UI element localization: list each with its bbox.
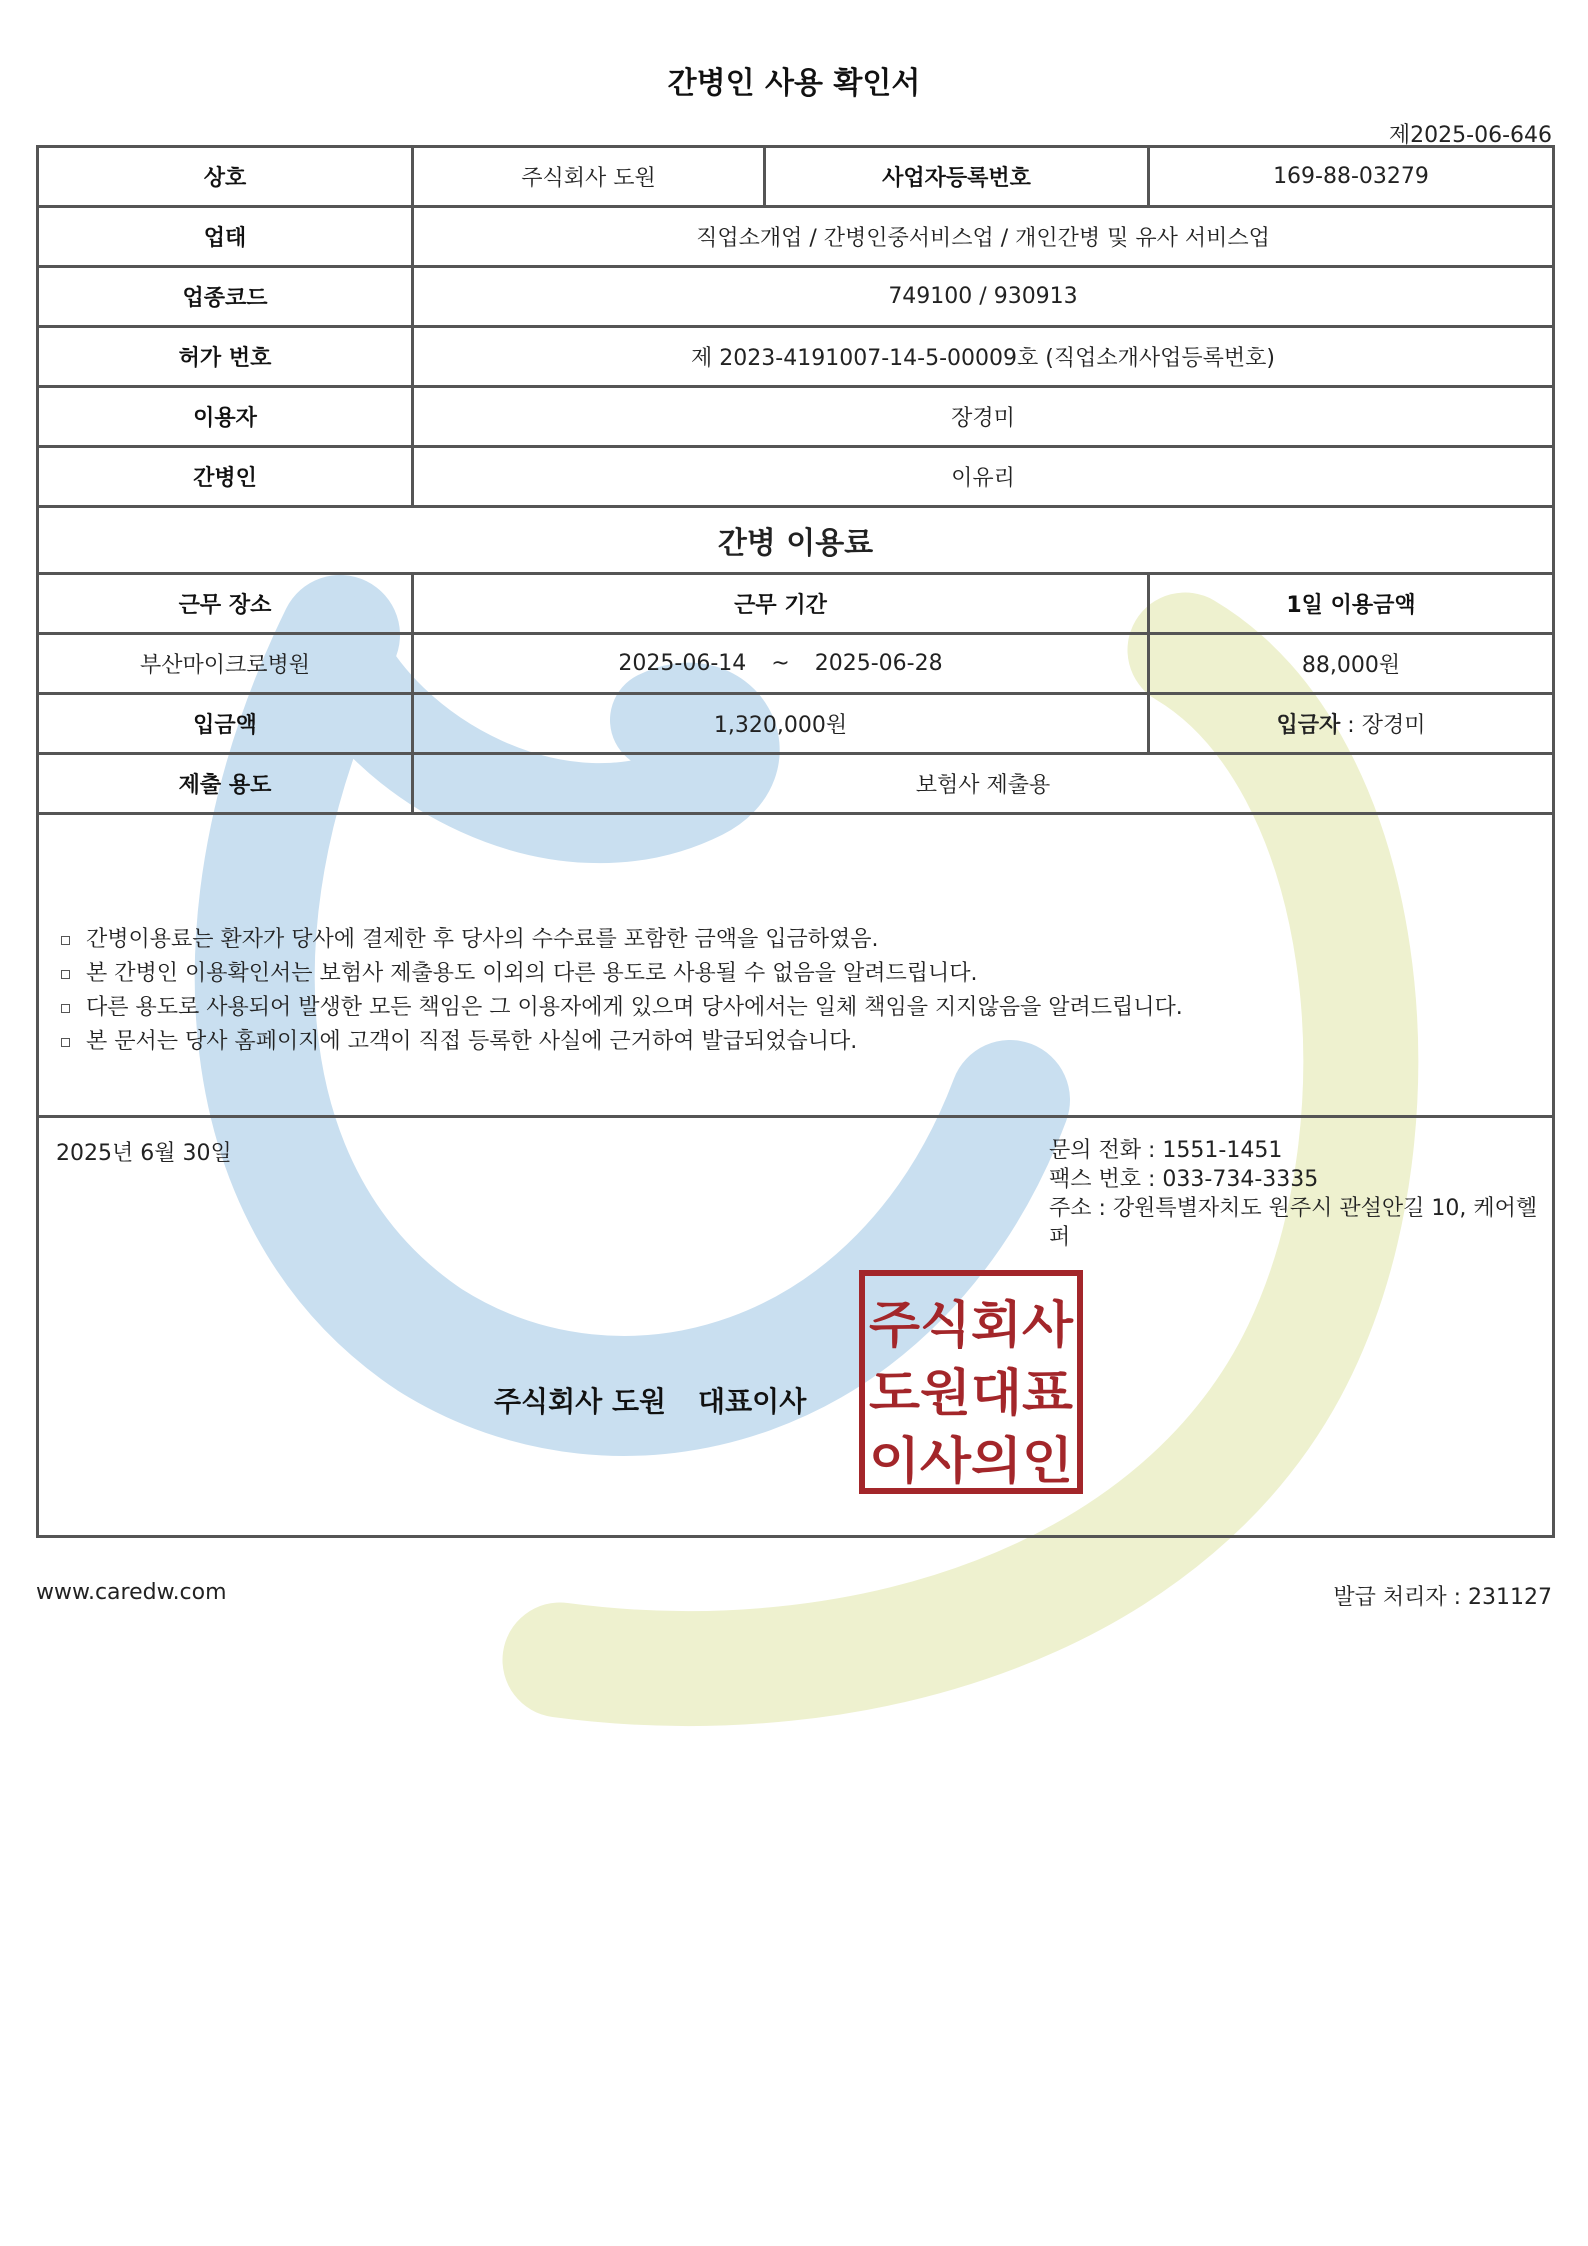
square-bullet-icon (61, 936, 70, 945)
note-text: 간병이용료는 환자가 당사에 결제한 후 당사의 수수료를 포함한 금액을 입금하였음. (86, 927, 879, 952)
fee-section-title: 간병 이용료 (38, 507, 1554, 574)
depositor-separator: : (1340, 713, 1362, 738)
daily-value: 88,000원 (1149, 634, 1554, 694)
period-value (413, 634, 1149, 694)
row-purpose (38, 754, 1554, 814)
depositor-label: 입금자 (1276, 713, 1341, 738)
row-user (38, 387, 1554, 447)
note-text: 다른 용도로 사용되어 발생한 모든 책임은 그 이용자에게 있으며 당사에서는 일체 책임을 지지않음을 알려드립니다. (86, 995, 1183, 1020)
notes-list (61, 923, 1552, 1059)
notes-cell (38, 814, 1554, 1117)
document-number: 제2025-06-646 (1388, 123, 1552, 148)
period-start: 2025-06-14 (618, 651, 747, 676)
row-fee-header (38, 574, 1554, 634)
user-value: 장경미 (413, 387, 1554, 447)
depositor-value: 장경미 (1361, 713, 1426, 738)
confirmation-table (36, 145, 1555, 1538)
deposit-label: 입금액 (38, 694, 413, 754)
contact-fax: 팩스 번호 : 033-734-3335 (1049, 1167, 1319, 1192)
row-company (38, 147, 1554, 207)
contact-block (1049, 1136, 1552, 1252)
row-notes (38, 814, 1554, 1117)
row-permit (38, 327, 1554, 387)
note-item (61, 923, 1552, 957)
period-label: 근무 기간 (413, 574, 1149, 634)
purpose-value: 보험사 제출용 (413, 754, 1554, 814)
note-item (61, 1025, 1552, 1059)
square-bullet-icon (61, 970, 70, 979)
user-label: 이용자 (38, 387, 413, 447)
place-value: 부산마이크로병원 (38, 634, 413, 694)
note-item (61, 957, 1552, 991)
signer (494, 1380, 806, 1420)
note-text: 본 문서는 당사 홈페이지에 고객이 직접 등록한 사실에 근거하여 발급되었습니다. (86, 1029, 858, 1054)
square-bullet-icon (61, 1038, 70, 1047)
period-separator: ~ (771, 651, 790, 676)
company-seal-icon (859, 1270, 1083, 1494)
note-item (61, 991, 1552, 1025)
row-caregiver (38, 447, 1554, 507)
business-type-value: 직업소개업 / 간병인중서비스업 / 개인간병 및 유사 서비스업 (413, 207, 1554, 267)
square-bullet-icon (61, 1004, 70, 1013)
row-fee-section (38, 507, 1554, 574)
regno-value: 169-88-03279 (1149, 147, 1554, 207)
footer-cell (38, 1117, 1554, 1537)
row-deposit (38, 694, 1554, 754)
issue-date: 2025년 6월 30일 (56, 1141, 232, 1166)
company-name-label: 상호 (38, 147, 413, 207)
permit-value: 제 2023-4191007-14-5-00009호 (직업소개사업등록번호) (413, 327, 1554, 387)
caregiver-value: 이유리 (413, 447, 1554, 507)
svg-text:도원대표: 도원대표 (869, 1364, 1074, 1422)
deposit-value: 1,320,000원 (413, 694, 1149, 754)
row-business-type (38, 207, 1554, 267)
svg-text:이사의인: 이사의인 (869, 1432, 1073, 1490)
svg-text:주식회사: 주식회사 (869, 1296, 1074, 1354)
row-industry-code (38, 267, 1554, 327)
purpose-label: 제출 용도 (38, 754, 413, 814)
document-title: 간병인 사용 확인서 (667, 66, 921, 101)
note-text: 본 간병인 이용확인서는 보험사 제출용도 이외의 다른 용도로 사용될 수 없음을 알려드립니다. (86, 961, 978, 986)
row-fee-values (38, 634, 1554, 694)
contact-address: 주소 : 강원특별자치도 원주시 관설안길 10, 케어헬퍼 (1049, 1196, 1538, 1250)
signer-company: 주식회사 도원 (494, 1385, 667, 1418)
permit-label: 허가 번호 (38, 327, 413, 387)
business-type-label: 업태 (38, 207, 413, 267)
contact-phone: 문의 전화 : 1551-1451 (1049, 1138, 1283, 1163)
industry-code-value: 749100 / 930913 (413, 267, 1554, 327)
signer-title: 대표이사 (698, 1385, 807, 1418)
company-name-value: 주식회사 도원 (413, 147, 765, 207)
daily-label: 1일 이용금액 (1149, 574, 1554, 634)
footer-inner (39, 1118, 1552, 1535)
period-end: 2025-06-28 (814, 651, 943, 676)
industry-code-label: 업종코드 (38, 267, 413, 327)
website-link[interactable]: www.caredw.com (36, 1580, 227, 1605)
regno-label: 사업자등록번호 (765, 147, 1149, 207)
caregiver-label: 간병인 (38, 447, 413, 507)
issuer-id: 발급 처리자 : 231127 (1333, 1585, 1552, 1610)
row-footer (38, 1117, 1554, 1537)
depositor-cell (1149, 694, 1554, 754)
place-label: 근무 장소 (38, 574, 413, 634)
